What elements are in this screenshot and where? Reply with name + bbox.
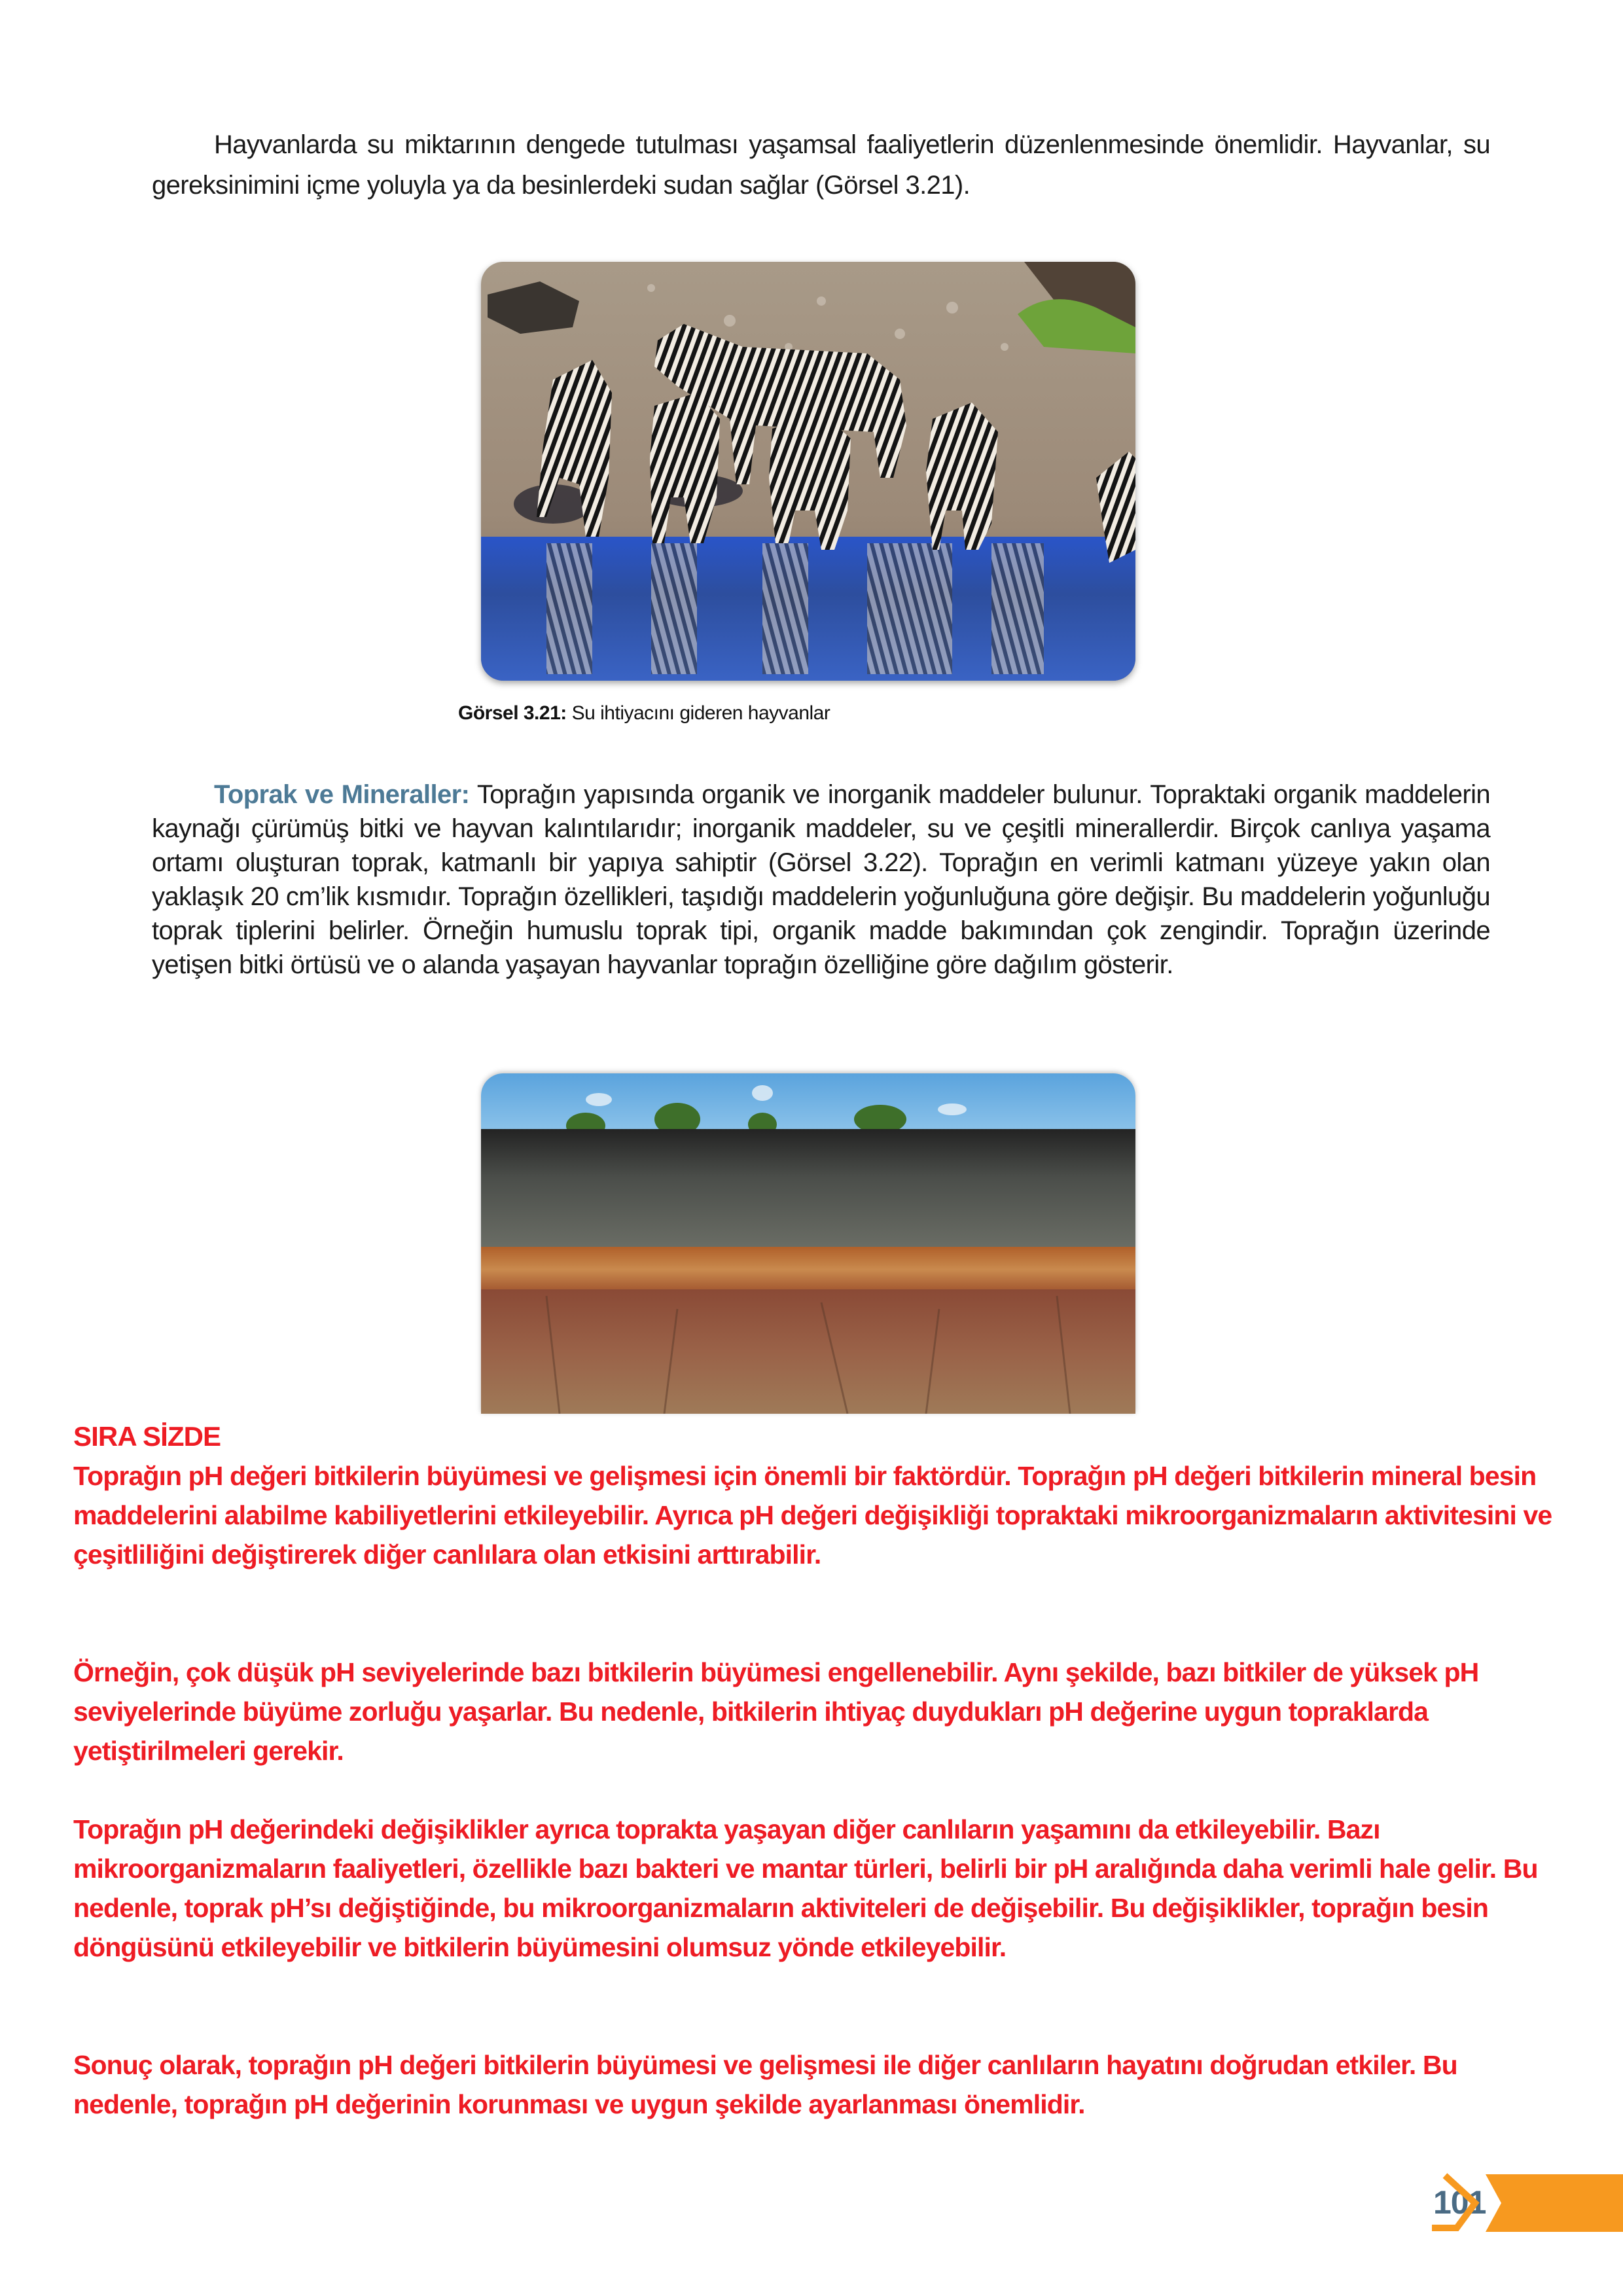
sira-sizde-text: Toprağın pH değerindeki değişiklikler ayrıca toprakta yaşayan diğer canlıların yaşamını da etkileyebilir. Bazı mikroorganizmaların faaliyetleri, özellikle bazı bakteri ve mantar türleri, belirli bir pH aralığında daha verimli hale gelir. Bu nedenle, toprak pH’sı değiştiğinde, bu mikroorganizmaların aktiviteleri de değişebilir. Bu değişiklikler, toprağın besin döngüsünü etkileyebilir ve bitkilerin büyümesini olumsuz yönde etkileyebilir.: [73, 1814, 1538, 1962]
section-lead-heading: Toprak ve Mineraller:: [214, 780, 470, 809]
soil-image: [481, 1073, 1135, 1414]
sira-sizde-paragraph-2: [73, 1653, 1552, 1770]
sira-sizde-paragraph-1: [73, 1456, 1552, 1574]
chevron-right-icon: [1431, 2173, 1489, 2232]
sira-sizde-text: Örneğin, çok düşük pH seviyelerinde bazı bitkilerin büyümesi engellenebilir. Aynı şekilde, bazı bitkiler de yüksek pH seviyelerinde büyüme zorluğu yaşarlar. Bu nedenle, bitkilerin ihtiyaç duydukları pH değerine uygun topraklarda yetiştirilmeleri gerekir.: [73, 1657, 1479, 1766]
page-number: 101: [1433, 2184, 1486, 2221]
soil-paragraph: [152, 778, 1490, 982]
sira-sizde-text: Sonuç olarak, toprağın pH değeri bitkilerin büyümesi ve gelişmesi ile diğer canlıların hayatını doğrudan etkiler. Bu nedenle, toprağın pH değerinin korunması ve uygun şekilde ayarlanması önemlidir.: [73, 2050, 1457, 2119]
figure1-caption-text: Su ihtiyacını gideren hayvanlar: [566, 702, 830, 724]
zebra-photo: [481, 262, 1135, 681]
section-text: Toprağın yapısında organik ve inorganik maddeler bulunur. Topraktaki organik maddelerin kaynağı çürümüş bitki ve hayvan kalıntılarıdır; inorganik maddeler, su ve çeşitli minerallerdir. Birçok canlıya yaşama ortamı oluşturan toprak, katmanlı bir yapıya sahiptir (Görsel 3.22). Toprağın en verimli katmanı yüzeye yakın olan yaklaşık 20 cm’lik kısmıdır. Toprağın özellikleri, taşıdığı maddelerin yoğunluğuna göre değişir. Bu maddelerin yoğunluğu toprak tiplerini belirler. Örneğin humuslu toprak tipi, organik madde bakımından çok zengindir. Toprağın üzerinde yetişen bitki örtüsü ve o alanda yaşayan hayvanlar toprağın özelliğine göre dağılım gösterir.: [152, 780, 1491, 979]
page-footer-bar: [1486, 2174, 1623, 2232]
sira-sizde-paragraph-4: [73, 2045, 1552, 2124]
soil-profile-photo: [481, 1073, 1135, 1414]
sira-sizde-title: SIRA SİZDE: [73, 1421, 221, 1452]
intro-text: Hayvanlarda su miktarının dengede tutulması yaşamsal faaliyetlerin düzenlenmesinde önemlidir. Hayvanlar, su gereksinimini içme yoluyla ya da besinlerdeki sudan sağlar (Görsel 3.21).: [152, 130, 1490, 200]
zebra-image: [481, 262, 1135, 681]
sira-sizde-text: Toprağın pH değeri bitkilerin büyümesi ve gelişmesi için önemli bir faktördür. Toprağın pH değeri bitkilerin mineral besin maddelerini alabilme kabiliyetlerini etkileyebilir. Ayrıca pH değeri değişikliği topraktaki mikroorganizmaların aktivitesini ve çeşitliliğini değiştirerek diğer canlılara olan etkisini arttırabilir.: [73, 1461, 1552, 1570]
figure1-caption: [458, 700, 916, 726]
figure1-label: Görsel 3.21:: [458, 702, 567, 724]
intro-paragraph: [152, 124, 1490, 206]
sira-sizde-paragraph-3: [73, 1810, 1552, 1967]
